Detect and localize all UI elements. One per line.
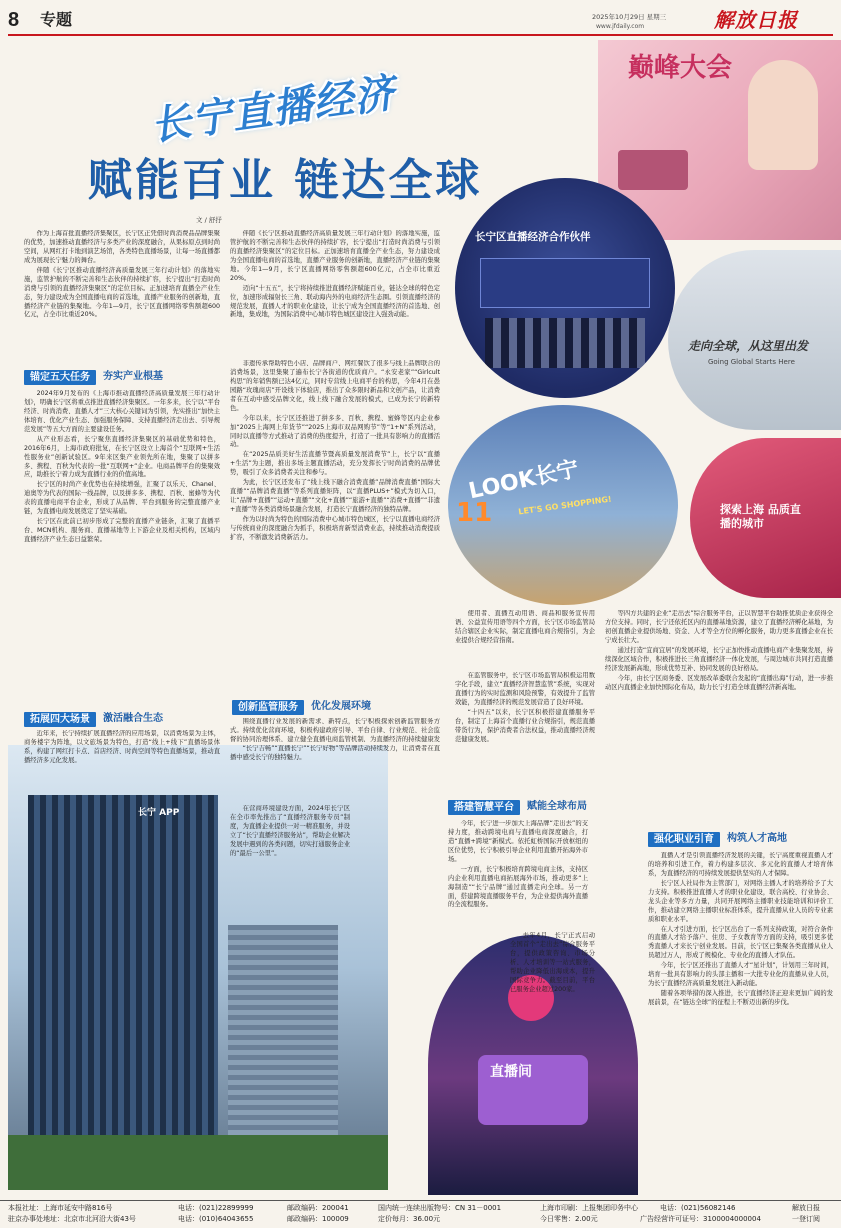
footer-subscribe[interactable]: 一登订阅 <box>792 1215 820 1223</box>
section-3-text-top <box>230 718 440 742</box>
section-2-text-right <box>230 745 440 801</box>
stage-banner: 长宁区直播经济合作伙伴 <box>475 231 591 243</box>
footer-price: 定价每月：36.00元 <box>378 1215 441 1223</box>
paragraph: 在监管服务中，长宁区市场监管局积极运用数字化手段，建立“直播经济智慧监管”系统，实现对直播行为的实时监测和风险预警，有效提升了监管效能，为直播经济的规范发展营造了良好环境。 <box>455 672 595 706</box>
section-4-sub: 赋能全球布局 <box>527 801 587 813</box>
footer-retail: 今日零售：2.00元 <box>540 1215 598 1223</box>
paragraph: 非遗传承帮助特色小店、品牌商户、网红餐饮了很多与线上品牌联合的消费场景，这里集聚了遍布长宁各街道的优质商户。“永安老家”“Girlcult 构思”的年销售额已达4亿元，同时专营线上电商平台的构思，今年4月在愚园路“玫瑰商店”开设线下体验店，推出了众多限时新品和文创产品，让消费者在互动中感受品牌文化，线上线下融合发展的模式，已成为长宁的新特色。 <box>230 360 440 412</box>
look-sign: LOOK长宁 <box>466 456 582 505</box>
column-2-text <box>230 360 440 695</box>
section-2-text <box>24 730 220 786</box>
masthead-logo: 解放日报 <box>714 8 798 32</box>
paragraph: “长宁吉畅”“直播长宁”“长宁好物”等品牌活动持续发力，让消费者在直播中感受长宁的独特魅力。 <box>230 745 440 761</box>
footer-printer: 上海市印刷：上报集团印务中心 <box>540 1204 638 1212</box>
section-2-heading <box>24 712 163 727</box>
slogan-text: 走向全球，从这里出发 <box>688 339 809 353</box>
paragraph: 近年来，长宁持续扩展直播经济的应用场景，以消费场景为主体，商务楼宇为阵地，以文旅场景为特色，打造“线上+线下”直播场景体系，构建了网红打卡点、首店经济、时尚空间等特色直播场景，推动直播经济多元化发展。 <box>24 730 220 764</box>
paragraph: 从产业形态看，长宁聚焦直播经济集聚区的基础优势和特色，2016年6月，上海市政府批复，在长宁区设立上海首个“互联网+生活性服务业”创新试验区。9年来区集产业领先所在地，集聚了以拼多多、携程、百秋为代表的一批“互联网+”企业。电商品牌平台的集聚效应，助推长宁着力成为直播行业的价值高地。 <box>24 435 220 479</box>
paragraph: 在营商环境建设方面，2024年长宁区在全市率先推出了“直播经济服务专员”制度，为直播企业提供一对一精准服务，并设立了“长宁直播经济服务站”，帮助企业解决发展中遇到的各类问题，切实打通服务企业的“最后一公里”。 <box>230 805 350 857</box>
paragraph: 伴随《长宁区推动直播经济高质量发展三年行动计划》的落地实施，监管护航的不断完善和生态伙伴的持续扩容，长宁提出“打造时尚消费与引领的直播经济集聚区”的定位目标。正加速培育直播全产业生态，努力建设成为全国直播电商的首选地，直播产业服务的创新地，直播经济产业链的集聚地。今年1—9月，长宁区直播网络零售额超600亿元，占全市比重近20%。 <box>230 230 440 282</box>
stage-guests <box>485 318 645 368</box>
section-3-tag: 创新监管服务 <box>232 700 304 715</box>
paragraph: 作为上海首批直播经济集聚区，长宁区正凭借时尚消费品品牌集聚的优势，加速推动直播经济与多类产业的深度融合，从果标原点到时尚空间，从网红打卡地到演艺场馆，各类特色直播场景，让每一场直播都成为展现长宁魅力的舞台。 <box>24 230 220 264</box>
sub-headline: 赋能百业 链达全球 <box>88 155 483 206</box>
paragraph: 等四方共建的企业“走出去”综合服务平台，正以智慧平台助推优质企业获得全方位支持。同时，长宁还依托区内的直播基地资源，建立了直播经济孵化基地，为初创直播企业提供场地、资金、人才等全方位的孵化服务，助力更多直播企业在长宁成长壮大。 <box>605 610 833 644</box>
column-3-text <box>455 610 595 670</box>
footer-address: 本报社址：上海市延安中路816号 <box>8 1204 113 1212</box>
promo-number: 11 <box>456 498 493 528</box>
section-3-text <box>230 805 350 935</box>
product-display <box>618 150 688 190</box>
paragraph: 在“2025品质美好生活直播节暨高质量发展消费节”上，长宁以“直播+生活”为主题，推出多场主题直播活动，充分发挥长宁时尚消费的品牌优势，吸引了众多消费者关注和参与。 <box>230 451 440 477</box>
footer-phone: 电话：(021)22899999 <box>178 1204 254 1212</box>
footer-license: 广告经营许可证号：3100004000004 <box>640 1215 761 1223</box>
section-1-tag: 锚定五大任务 <box>24 370 96 385</box>
paragraph: 一方面，长宁积极培育跨境电商主体，支持区内企业利用直播电商拓展海外市场，推动更多“上海制造”“长宁品牌”通过直播走向全球。另一方面，搭建跨境直播服务平台，为企业提供海外直播的全流程服务。 <box>448 865 588 909</box>
paragraph: 直播人才是引领直播经济发展的关键，长宁高度重视直播人才的培养和引进工作，着力构建多层次、多元化的直播人才培育体系，为直播经济的可持续发展提供坚实的人才保障。 <box>648 852 833 877</box>
section-5-heading <box>648 832 787 847</box>
paragraph: 在人才引进方面，长宁区出台了一系列支持政策，对符合条件的直播人才给予落户、住房、子女教育等方面的支持，吸引更多优秀直播人才来长宁创业发展。目前，长宁区已集聚各类直播从业人员超过万人，形成了规模化、专业化的直播人才队伍。 <box>648 925 833 960</box>
booth-sign: 直播间 <box>490 1064 532 1080</box>
footer <box>0 1200 841 1228</box>
section-4-text-b <box>510 932 595 1002</box>
tower-sign: 长宁 APP <box>138 808 180 818</box>
section-4-text <box>448 820 588 932</box>
paragraph: 长宁区人社局作为主管部门，对网络主播人才的培养给予了大力支持。积极推进直播人才的职业化建设，联合高校、行业协会、龙头企业等多方力量，共同开展网络主播职业技能培训和评价工作，推动建立网络主播职业标准体系，提升直播从业人员的专业素质和职业水平。 <box>648 879 833 923</box>
paragraph: 长宁区的时尚产业优势也在持续增强，汇聚了以乐天、Chanel、迪奥等为代表的国际一线品牌，以及拼多多、携程、百秋、蜜蜂等为代表的直播电商平台企业，形成了从品牌、平台到服务的完整直播产业链，为直播电商发展奠定了坚实基础。 <box>24 481 220 516</box>
header-rule <box>8 34 833 36</box>
office-tower <box>28 795 218 1190</box>
section-name: 专题 <box>40 10 73 29</box>
footer-postcode-bj: 邮政编码：100009 <box>287 1215 349 1223</box>
paragraph: 为此，长宁区还发布了“线上线下融合消费直播”品牌消费直播“国际大直播”“品牌消费直播”等系列直播矩阵，以“直播PLUS+”模式为切入口，让“品牌+直播”“运动+直播”“文化+直播”“旅游+直播”“消费+直播”“非遗+直播”等各类消费场景融合发展，打造长宁直播经济的独特品牌。 <box>230 479 440 513</box>
section-1-text <box>24 390 220 708</box>
section-2-tag: 拓展四大场景 <box>24 712 96 727</box>
intro-text <box>24 230 220 366</box>
byline: 文 / 舒抒 <box>196 216 222 224</box>
shop-photo <box>690 438 841 598</box>
column-3-text-b <box>455 672 595 794</box>
stage-photo <box>455 178 675 398</box>
footer-tel: 电话：(021)56082146 <box>660 1204 736 1212</box>
paragraph: 今年以来，长宁区还推进了拼多多、百秋、携程、蜜蜂等区内企业参加“2025上海网上年货节”“2025上海市双品网购节”等“1+N”系列活动，同时以直播等方式推动了消费的热度提升，打造了一批具有影响力的直播活动。 <box>230 414 440 449</box>
paragraph: 今年，由长宁区商务委、区发展改革委联合发起的“直播出海”行动，进一步推动区内直播企业加快国际化布局，助力长宁打造全球直播经济新高地。 <box>605 674 833 691</box>
page-number: 8 <box>8 9 20 31</box>
intro-text-right <box>230 230 440 348</box>
issue-date: 2025年10月29日 星期三 <box>592 13 667 21</box>
section-4-heading <box>448 800 587 815</box>
paragraph: 围绕直播行业发展的新需求、新特点，长宁积极探索创新监管服务方式。持续优化营商环境，积极构建政府引导、平台自律、行业规范、社会监督的协同治理体系，建立健全直播电商监管机制，为直播经济的持续健康发 <box>230 718 440 742</box>
shop-sign: 探索上海 品质直播的城市 <box>720 503 801 531</box>
section-4-tag: 搭建智慧平台 <box>448 800 520 815</box>
paragraph: 去年4月，长宁正式启动全国首个“走出去”综合服务平台，提供政策咨询、市场分析、人才培训等一站式服务，帮助企业降低出海成本，提升国际竞争力。截至目前，平台已服务企业超过200家。 <box>510 932 595 993</box>
footer-beijing: 驻京办事处地址：北京市北河沿大街43号 <box>8 1215 136 1223</box>
slogan-en: Going Global Starts Here <box>708 358 795 366</box>
street-photo <box>448 405 678 605</box>
section-3-sub: 优化发展环境 <box>311 701 371 713</box>
footer-cn: 国内统一连续出版物号：CN 31－0001 <box>378 1204 502 1212</box>
section-5-tag: 强化职业引育 <box>648 832 720 847</box>
paragraph: 2024年9月发布的《上海市推动直播经济高质量发展三年行动计划》，明确长宁区将重点推进直播经济集聚区。一年多来，长宁以“平台经济、时尚消费、直播人才”三大核心关键词为引领，先实推出“加快主体培育、优化产业生态、加强服务保障、支持直播经济走出去、引导规范发展”等五大方面的主要建设任务。 <box>24 390 220 433</box>
paragraph: 长宁区在此前已初步形成了完整的直播产业链条，汇聚了直播平台、MCN机构、服务商、直播基地等上下游企业及相关机构，区域内直播经济产业生态日益繁荣。 <box>24 518 220 543</box>
section-5-text <box>648 852 833 1194</box>
paragraph: 今年，长宁进一步加大上海品牌“走出去”的支持力度，推动跨境电商与直播电商深度融合，打造“直播+跨境”新模式。依托虹桥国际开放枢纽的区位优势，长宁积极引导企业利用直播开拓海外市场。 <box>448 820 588 863</box>
footer-postcode: 邮政编码：200041 <box>287 1204 349 1212</box>
section-2-sub: 激活融合生态 <box>103 713 163 725</box>
paragraph: 作为以时尚为特色的国际消费中心城市特色城区，长宁以直播电商经济与传统商业的深度融合为抓手，积极培育新型消费业态，持续推动消费提质扩容，不断激发消费新活力。 <box>230 515 440 541</box>
look-sign-sub: LET'S GO SHOPPING! <box>517 494 613 517</box>
paragraph: 通过打造“宜商宜居”的发展环境，长宁正加快推动直播电商产业集聚发展，持续深化区域合作，积极推进长三角直播经济一体化发展，与周边城市共同打造直播经济发展新高地，形成优势互补、协同发展的良好格局。 <box>605 646 833 672</box>
paragraph: 迈向“十五五”，长宁将持续推进直播经济赋能百业，链达全球的特色定位，加速形成辐射长三角、联动海内外的电商经济生态圈。引领直播经济的规范发展，直播人才的职业化建设，让长宁成为全国直播经济的首选地、创新地，集成地，为国际消费中心城市特色城区建设注入强劲动能。 <box>230 284 440 319</box>
site-url[interactable]: www.jfdaily.com <box>596 23 645 30</box>
column-4-text <box>605 610 833 825</box>
paragraph: “十四五”以来，长宁区积极搭建直播服务平台，制定了上海首个直播行业合规指引，规范直播带货行为，保护消费者合法权益，推动直播经济规范健康发展。 <box>455 708 595 743</box>
footer-paper: 解放日报 <box>792 1204 820 1212</box>
section-1-sub: 夯实产业根基 <box>103 371 163 383</box>
footer-phone-bj: 电话：(010)64043655 <box>178 1215 254 1223</box>
section-3-heading <box>232 700 371 715</box>
paragraph: 随着各项举措的深入推进，长宁直播经济正迎来更加广阔的发展前景，在“链达全球”的征程上不断迈出新的步伐。 <box>648 990 833 1006</box>
paragraph: 伴随《长宁区推动直播经济高质量发展三年行动计划》的落地实施，监管护航的不断完善和生态伙伴的持续扩容，长宁提出“打造时尚消费与引领的直播经济集聚区”的定位目标。正加速培育直播全产业生态，努力建设成为全国直播电商的首选地，直播产业服务的创新地，直播经济产业链的集聚地。今年1—9月，长宁区直播网络零售额超600亿元，占全市比重近20%。 <box>24 266 220 319</box>
host-figure <box>748 60 818 170</box>
paragraph: 今年，长宁区还推出了直播人才“星计划”，计划用三年时间，培育一批具有影响力的头部主播和一大批专业化的直播从业人员，为长宁直播经济高质量发展注入新动能。 <box>648 962 833 988</box>
paragraph: 使用者、直播互动用语、商品和服务宣传用语、公益宣传用语等四个方面，长宁区市场监管局结合辖区企业实际，制定直播电商合规指引，为企业提供合规经营指南。 <box>455 610 595 644</box>
park-area <box>8 1135 388 1190</box>
partner-board <box>480 258 650 308</box>
section-5-sub: 构筑人才高地 <box>727 833 787 845</box>
main-headline: 长宁直播经济 <box>147 70 398 150</box>
section-1-heading <box>24 370 163 385</box>
event-title: 巅峰大会 <box>628 53 733 83</box>
plaza-photo <box>668 250 841 430</box>
